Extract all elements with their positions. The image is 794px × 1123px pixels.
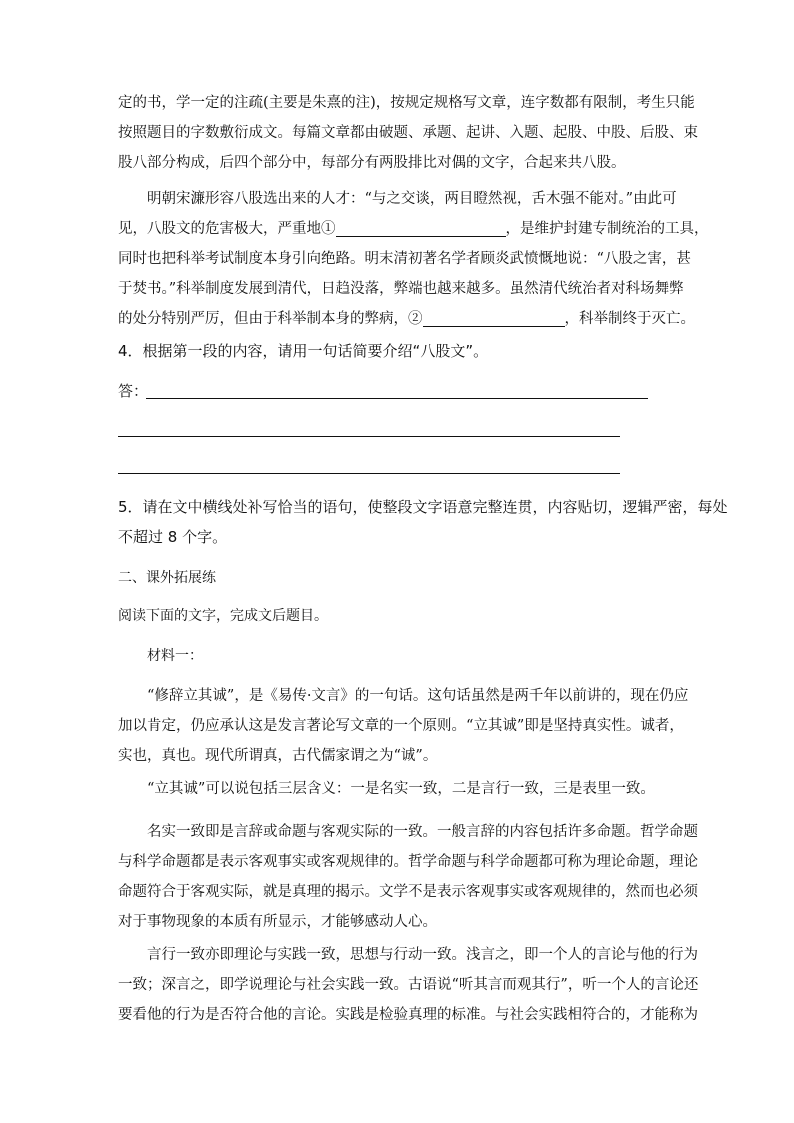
question-5	[118, 492, 728, 552]
passage-paragraph-1	[118, 88, 698, 178]
text-line: 一致；深言之，即学说理论与社会实践一致。古语说“听其言而观其行”，听一个人的言论还	[118, 977, 699, 993]
section-heading: 二、课外拓展练	[118, 570, 216, 586]
reading-instruction: 阅读下面的文字，完成文后题目。	[118, 608, 328, 624]
text-line	[118, 214, 709, 244]
text-line: 名实一致即是言辞或命题与客观实际的一致。一般言辞的内容包括许多命题。哲学命题	[147, 824, 698, 840]
material-paragraph-4	[118, 940, 699, 1030]
text-line: 实也，真也。现代所谓真，古代儒家谓之为“诚”。	[118, 748, 438, 764]
text-line: 言行一致亦即理论与实践一致，思想与行动一致。浅言之，即一个人的言论与他的行为	[147, 947, 698, 963]
material-paragraph-1	[118, 681, 689, 771]
text-line: 加以肯定，仍应承认这是发言著论写文章的一个原则。“立其诚”即是坚持真实性。诚者，	[118, 718, 684, 734]
question-4: 4．根据第一段的内容，请用一句话简要介绍“八股文”。	[118, 342, 489, 360]
text-line: 对于事物现象的本质有所显示，才能够感动人心。	[118, 914, 437, 930]
text-line: 于焚书。”科举制度发展到清代，日趋没落，弊端也越来越多。虽然清代统治者对科场舞弊	[118, 281, 684, 297]
text-line: “修辞立其诚”，是《易传·文言》的一句话。这句话虽然是两千年以前讲的，现在仍应	[147, 688, 689, 704]
material-label: 材料一：	[147, 648, 203, 664]
text-fragment: 的处分特别严厉，但由于科举制本身的弊病，②	[118, 311, 423, 327]
text-line: 命题符合于客观实际，就是真理的揭示。文学不是表示客观事实或客观规律的，然而也必须	[118, 884, 698, 900]
text-line: 要看他的行为是否符合他的言论。实践是检验真理的标准。与社会实践相符合的，才能称为	[118, 1007, 698, 1023]
text-fragment: 见，八股文的危害极大，严重地①	[118, 221, 336, 237]
text-line: 明朝宋濂形容八股选出来的人才：“与之交谈，两目瞪然视，舌木强不能对。”由此可	[147, 191, 677, 207]
fill-blank-1[interactable]	[336, 218, 506, 237]
text-line: 股八部分构成，后四个部分中，每部分有两股排比对偶的文字，合起来共八股。	[118, 155, 626, 171]
answer-line-3[interactable]	[118, 473, 620, 474]
text-line: 不超过 8 个字。	[118, 528, 228, 546]
text-line: 与科学命题都是表示客观事实或客观规律的。哲学命题与科学命题都可称为理论命题，理论	[118, 854, 698, 870]
text-line: 5．请在文中横线处补写恰当的语句，使整段文字语意完整连贯，内容贴切，逻辑严密，每处	[118, 498, 728, 516]
answer-line-2[interactable]	[118, 436, 620, 437]
text-line: 按照题目的字数敷衍成文。每篇文章都由破题、承题、起讲、入题、起股、中股、后股、束	[118, 125, 698, 141]
material-paragraph-2: “立其诚”可以说包括三层含义：一是名实一致，二是言行一致，三是表里一致。	[147, 781, 655, 797]
passage-paragraph-2	[118, 184, 709, 334]
text-line: 定的书，学一定的注疏(主要是朱熹的注)，按规定规格写文章，连字数都有限制，考生只能	[118, 95, 695, 111]
fill-blank-2[interactable]	[423, 308, 565, 327]
text-line	[118, 304, 695, 334]
material-paragraph-3	[118, 817, 698, 937]
text-fragment: ，是维护封建专制统治的工具，	[505, 221, 709, 237]
text-fragment: ，科举制终于灭亡。	[564, 311, 695, 327]
answer-label: 答：	[118, 382, 149, 400]
text-line: 同时也把科举考试制度本身引向绝路。明末清初著名学者顾炎武愤慨地说：“八股之害，甚	[118, 251, 691, 267]
answer-line-1[interactable]	[146, 398, 648, 399]
